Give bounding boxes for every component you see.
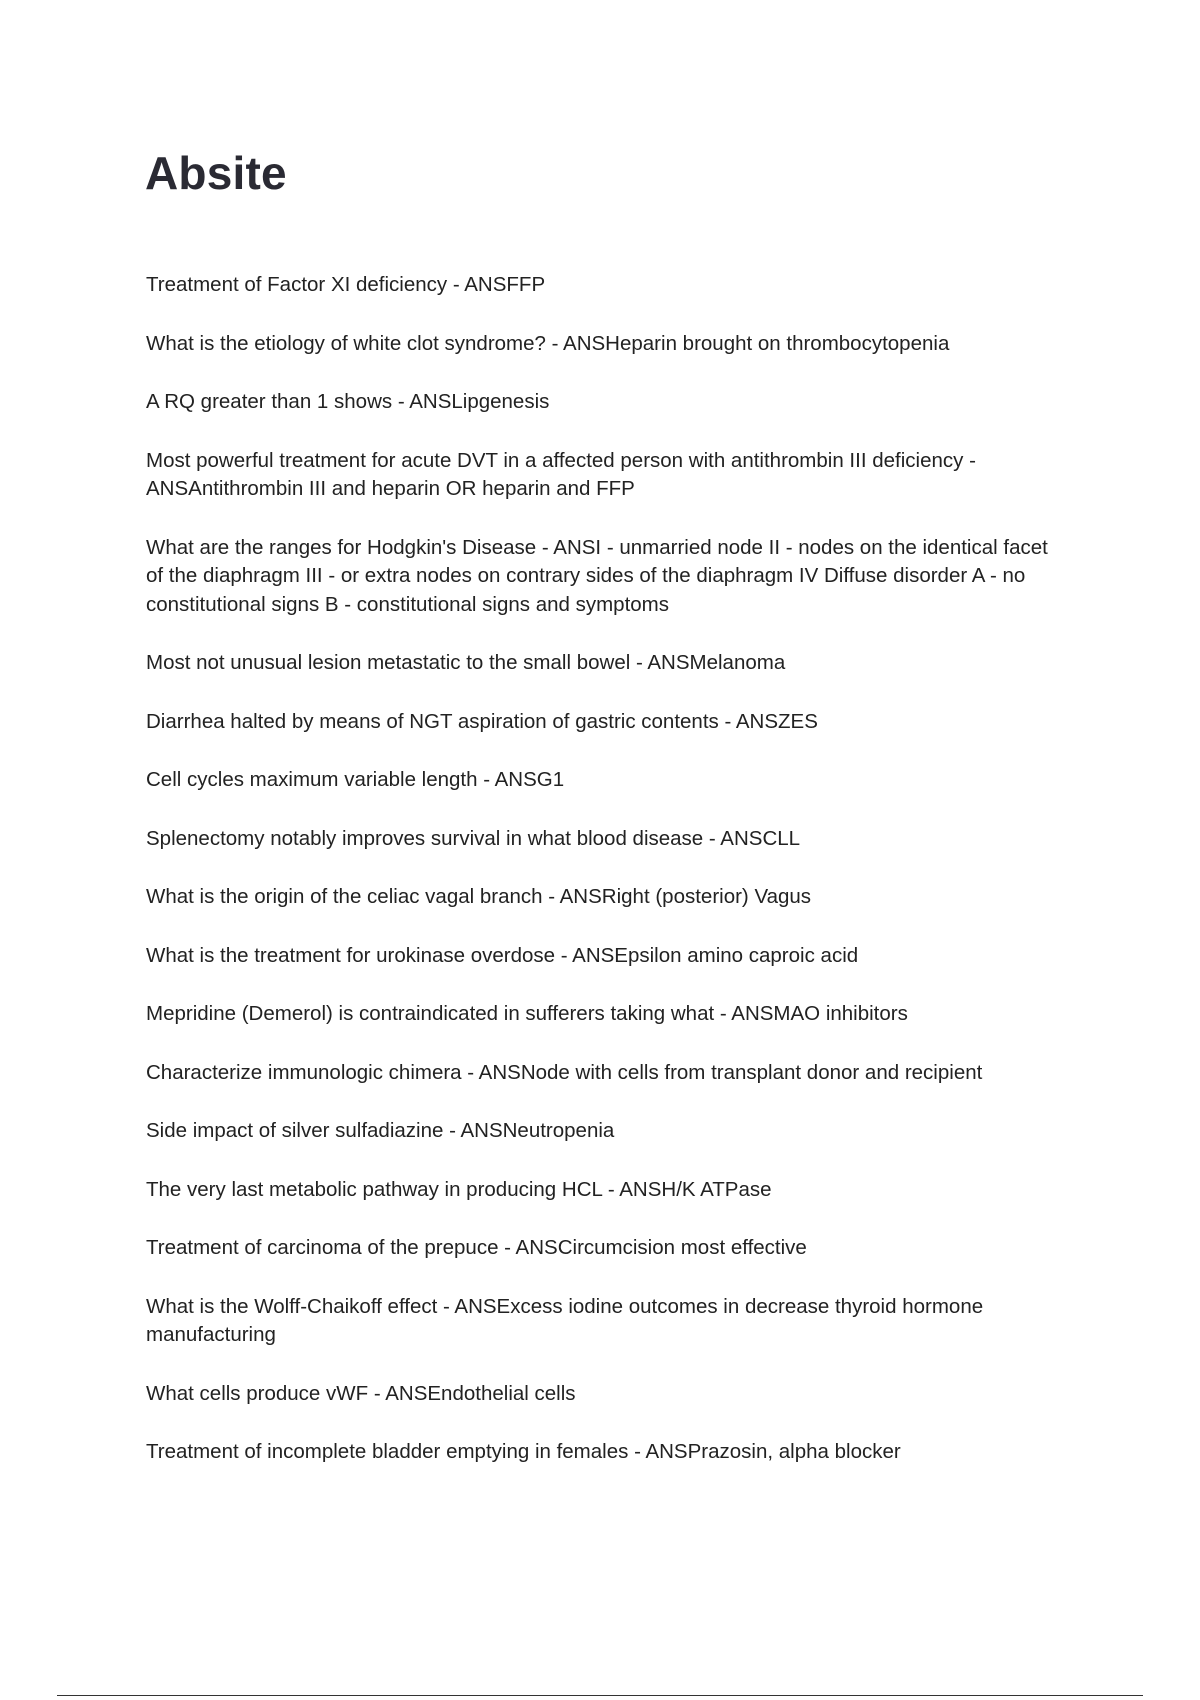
qa-item: The very last metabolic pathway in producing HCL - ANSH/K ATPase: [146, 1177, 772, 1201]
qa-item: What is the Wolff-Chaikoff effect - ANSExcess iodine outcomes in decrease thyroid hormone manufacturing: [146, 1294, 984, 1346]
qa-list: [146, 271, 1066, 1497]
qa-item: Treatment of carcinoma of the prepuce - ANSCircumcision most effective: [146, 1236, 807, 1259]
qa-item: A RQ greater than 1 shows - ANSLipgenesis: [146, 390, 550, 413]
qa-item: Treatment of Factor XI deficiency - ANSFFP: [146, 273, 546, 296]
qa-item: What are the ranges for Hodgkin's Disease - ANSI - unmarried node II - nodes on the identical facet of the diaphragm III - or extra nodes on contrary sides of the diaphragm IV Diffuse disorder A - no constitutional signs B - constitutional signs and symptoms: [146, 535, 1048, 616]
qa-item: Treatment of incomplete bladder emptying in females - ANSPrazosin, alpha blocker: [146, 1440, 901, 1463]
qa-item: Characterize immunologic chimera - ANSNode with cells from transplant donor and recipient: [146, 1060, 983, 1084]
qa-item: Side impact of silver sulfadiazine - ANSNeutropenia: [146, 1119, 615, 1142]
qa-item: What cells produce vWF - ANSEndothelial cells: [146, 1381, 576, 1405]
qa-item: Cell cycles maximum variable length - ANSG1: [146, 768, 565, 791]
qa-item: Splenectomy notably improves survival in what blood disease - ANSCLL: [146, 826, 801, 850]
qa-item: What is the treatment for urokinase overdose - ANSEpsilon amino caproic acid: [146, 943, 859, 967]
qa-item: Diarrhea halted by means of NGT aspiration of gastric contents - ANSZES: [146, 709, 818, 733]
page-title: Absite: [145, 147, 287, 199]
qa-item: What is the origin of the celiac vagal branch - ANSRight (posterior) Vagus: [146, 885, 812, 908]
qa-item: What is the etiology of white clot syndrome? - ANSHeparin brought on thrombocytopenia: [146, 331, 950, 355]
qa-item: Mepridine (Demerol) is contraindicated in sufferers taking what - ANSMAO inhibitors: [146, 1002, 908, 1025]
qa-item: Most not unusual lesion metastatic to the small bowel - ANSMelanoma: [146, 651, 786, 674]
qa-item: Most powerful treatment for acute DVT in a affected person with antithrombin III deficiency - ANSAntithrombin III and heparin OR heparin and FFP: [146, 448, 976, 500]
bottom-divider: [57, 1695, 1143, 1696]
